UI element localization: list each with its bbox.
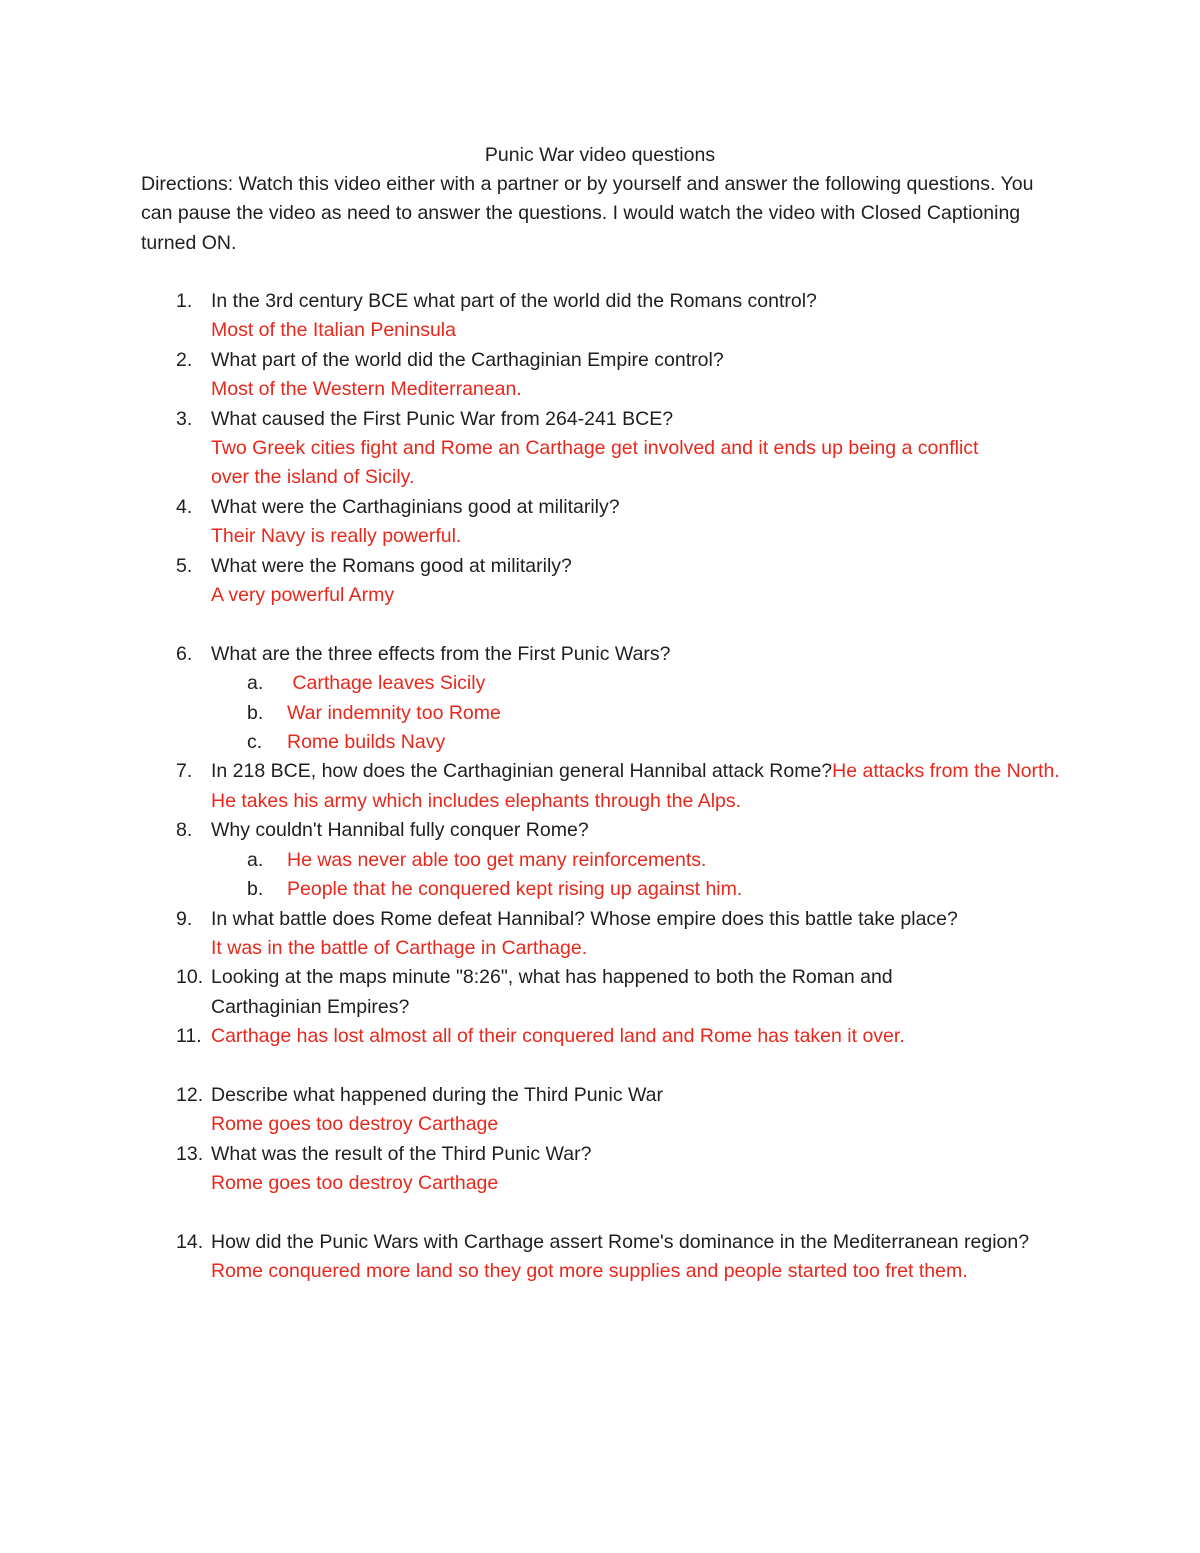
sub-item-answer: Carthage leaves Sicily xyxy=(287,672,486,695)
answer-text: He attacks from the North. He takes his army which includes elephants through the Alps. xyxy=(211,760,1060,812)
question-item-1 xyxy=(141,287,1071,346)
sub-item-letter: b. xyxy=(247,701,264,724)
document-title: Punic War video questions xyxy=(484,144,716,166)
answer-text: It was in the battle of Carthage in Carthage. xyxy=(211,936,588,959)
answer-text: Their Navy is really powerful. xyxy=(211,525,462,548)
sub-item xyxy=(141,875,1071,904)
answer-text: Rome goes too destroy Carthage xyxy=(211,1172,499,1195)
sub-item xyxy=(141,728,1071,757)
question-number: 14. xyxy=(176,1230,204,1253)
question-item-12 xyxy=(141,1081,1071,1140)
answer-text: A very powerful Army xyxy=(211,584,395,607)
question-text: In what battle does Rome defeat Hannibal? Whose empire does this battle take place? xyxy=(211,907,958,930)
sub-item-answer: He was never able too get many reinforcements. xyxy=(287,848,707,871)
question-number: 8. xyxy=(176,819,193,842)
question-text: What are the three effects from the First Punic Wars? xyxy=(211,642,671,665)
question-number: 6. xyxy=(176,642,193,665)
answer-text: Two Greek cities fight and Rome an Carthage get involved and it ends up being a conflict over the island of Sicily. xyxy=(211,437,979,489)
question-text: In 218 BCE, how does the Carthaginian general Hannibal attack Rome? xyxy=(211,760,833,783)
question-text: In the 3rd century BCE what part of the world did the Romans control? xyxy=(211,290,817,312)
question-text: What was the result of the Third Punic War? xyxy=(211,1142,592,1165)
question-number: 4. xyxy=(176,495,193,518)
sub-item-answer: Rome builds Navy xyxy=(287,731,446,754)
question-item-7 xyxy=(141,757,1071,816)
sub-item-letter: c. xyxy=(247,731,263,754)
sub-item-letter: a. xyxy=(247,848,264,871)
question-number: 10. xyxy=(176,966,204,989)
question-text: What part of the world did the Carthaginian Empire control? xyxy=(211,348,724,371)
question-item-3 xyxy=(141,405,1071,493)
question-item-6 xyxy=(141,640,1071,669)
sub-item-answer: People that he conquered kept rising up against him. xyxy=(287,878,743,901)
directions-paragraph: Directions: Watch this video either with a partner or by yourself and answer the following questions. You can pause the video as need to answer the questions. I would watch the video with Closed Captioning turned ON. xyxy=(141,173,1034,254)
spacer xyxy=(141,610,1071,639)
question-item-5 xyxy=(141,552,1071,611)
question-item-10 xyxy=(141,963,1071,1022)
question-text: How did the Punic Wars with Carthage assert Rome's dominance in the Mediterranean region? xyxy=(211,1230,1030,1253)
answer-text: Rome goes too destroy Carthage xyxy=(211,1113,499,1136)
question-item-9 xyxy=(141,905,1071,964)
spacer xyxy=(141,1199,1071,1228)
question-number: 3. xyxy=(176,407,193,430)
question-item-13 xyxy=(141,1140,1071,1199)
question-text: Looking at the maps minute "8:26", what has happened to both the Roman and Carthaginian Empires? xyxy=(211,966,893,1018)
question-text: Why couldn't Hannibal fully conquer Rome? xyxy=(211,819,589,842)
question-number: 7. xyxy=(176,760,193,783)
question-number: 2. xyxy=(176,348,193,371)
sub-item-letter: b. xyxy=(247,878,264,901)
answer-text: Most of the Western Mediterranean. xyxy=(211,378,522,401)
question-item-11 xyxy=(141,1022,1071,1051)
question-item-4 xyxy=(141,493,1071,552)
sub-item xyxy=(141,669,1071,698)
question-item-2 xyxy=(141,346,1071,405)
question-number: 9. xyxy=(176,907,193,930)
question-list xyxy=(141,287,1071,1287)
question-text: Describe what happened during the Third Punic War xyxy=(211,1083,664,1106)
sub-item-letter: a. xyxy=(247,672,264,695)
question-text: What were the Carthaginians good at militarily? xyxy=(211,495,620,518)
sub-item xyxy=(141,846,1071,875)
answer-text: Carthage has lost almost all of their conquered land and Rome has taken it over. xyxy=(211,1025,905,1048)
question-item-8 xyxy=(141,816,1071,845)
sub-item xyxy=(141,699,1071,728)
spacer xyxy=(141,1052,1071,1081)
question-number: 5. xyxy=(176,554,193,577)
answer-text: Most of the Italian Peninsula xyxy=(211,319,456,342)
answer-text: Rome conquered more land so they got more supplies and people started too fret them. xyxy=(211,1260,968,1283)
question-number: 11. xyxy=(176,1025,202,1048)
question-item-14 xyxy=(141,1228,1071,1287)
question-text: What were the Romans good at militarily? xyxy=(211,554,572,577)
question-number: 13. xyxy=(176,1142,204,1165)
question-number: 1. xyxy=(176,290,193,312)
question-number: 12. xyxy=(176,1083,204,1106)
question-text: What caused the First Punic War from 264-241 BCE? xyxy=(211,407,674,430)
sub-item-answer: War indemnity too Rome xyxy=(287,701,501,724)
